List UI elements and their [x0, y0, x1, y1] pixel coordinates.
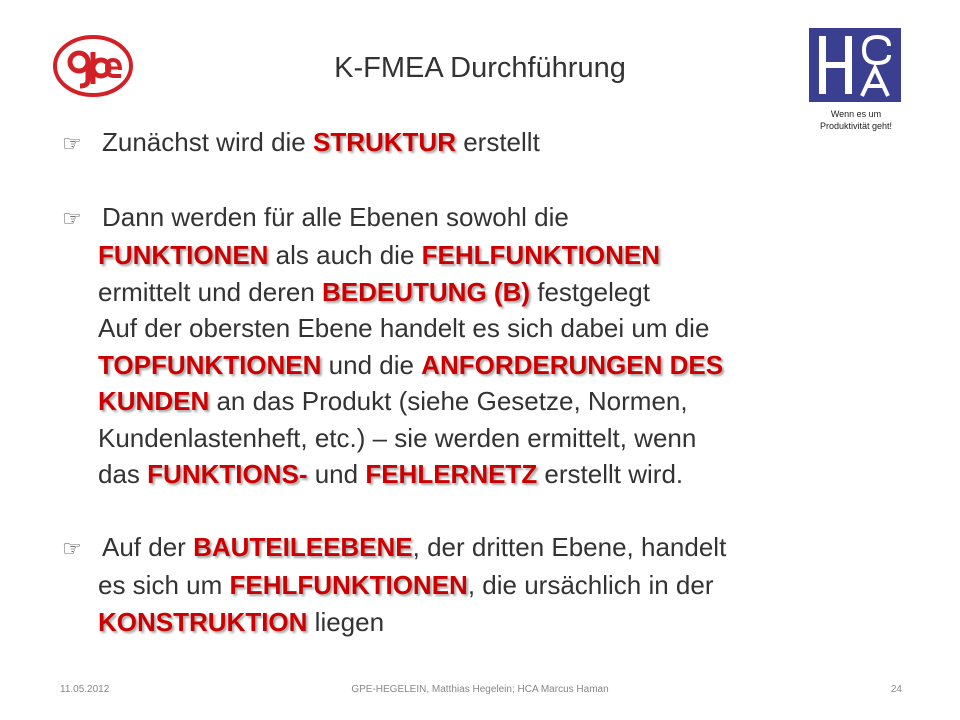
highlight-konstruktion: KONSTRUKTION [98, 606, 308, 637]
highlight-bedeutung: BEDEUTUNG (B) [322, 276, 531, 307]
highlight-fehlfunktionen: FEHLFUNKTIONEN [421, 240, 660, 270]
text: , die ursächlich in der [467, 570, 714, 600]
bullet-3-line-3 [62, 604, 882, 641]
bullet-2-line-4 [62, 310, 882, 347]
text: Auf der obersten Ebene handelt es sich dabei um die [98, 313, 710, 343]
tagline-line-1: Wenn es um [830, 109, 882, 119]
bullet-3 [62, 529, 882, 568]
text: Kundenlastenheft, etc.) – sie werden ermittelt, wenn [98, 422, 697, 453]
text: erstellt wird. [537, 459, 684, 489]
text: und die [321, 349, 422, 380]
text: ermittelt und deren [98, 276, 323, 307]
page-title: K-FMEA Durchführung [334, 52, 626, 84]
bullet-2-line-5 [62, 347, 882, 384]
footer-date: 11.05.2012 [60, 684, 110, 695]
text: und [307, 459, 366, 489]
bullet-1 [62, 124, 882, 163]
bullet-2-line-3 [62, 274, 882, 311]
text: festgelegt [530, 276, 650, 307]
text: liegen [307, 606, 385, 637]
text: es sich um [98, 570, 230, 600]
footer-credit: GPE-HEGELEIN, Matthias Hegelein; HCA Marcus Haman [351, 684, 609, 695]
page-number: 24 [890, 684, 902, 695]
highlight-fehlernetz: FEHLERNETZ [365, 459, 538, 489]
text: an das Produkt (siehe Gesetze, Normen, [209, 386, 688, 416]
highlight-kunden: KUNDEN [98, 386, 210, 416]
text: Dann werden für alle Ebenen sowohl die [102, 201, 569, 232]
bullet-2-line-2 [62, 237, 882, 274]
tagline-line-2: Produktivität geht! [819, 121, 893, 131]
bullet-2-line-8 [62, 456, 882, 493]
pointing-hand-icon: ☞ [62, 205, 82, 231]
hca-logo-icon [809, 28, 901, 102]
text: erstellt [455, 127, 540, 157]
pointing-hand-icon: ☞ [62, 131, 82, 156]
text: das [98, 459, 148, 489]
highlight-struktur: STRUKTUR [312, 127, 456, 157]
pointing-hand-icon: ☞ [62, 535, 82, 561]
bullet-3-line-2 [62, 567, 882, 604]
bullet-list [62, 124, 882, 640]
highlight-funktions: FUNKTIONS- [147, 459, 308, 489]
highlight-topfunktionen: TOPFUNKTIONEN [98, 349, 322, 380]
text: , der dritten Ebene, handelt [412, 531, 727, 562]
highlight-funktionen: FUNKTIONEN [98, 240, 269, 270]
highlight-bauteilebene: BAUTEILEEBENE [193, 531, 413, 562]
text: Auf der [102, 531, 194, 562]
bullet-2-line-6 [62, 383, 882, 420]
text: Zunächst wird die [102, 127, 313, 157]
bullet-2 [62, 199, 882, 238]
highlight-fehlfunktionen-2: FEHLFUNKTIONEN [229, 570, 468, 600]
text: als auch die [268, 240, 422, 270]
bullet-2-line-7 [62, 420, 882, 457]
highlight-anforderungen: ANFORDERUNGEN DES [421, 349, 724, 380]
